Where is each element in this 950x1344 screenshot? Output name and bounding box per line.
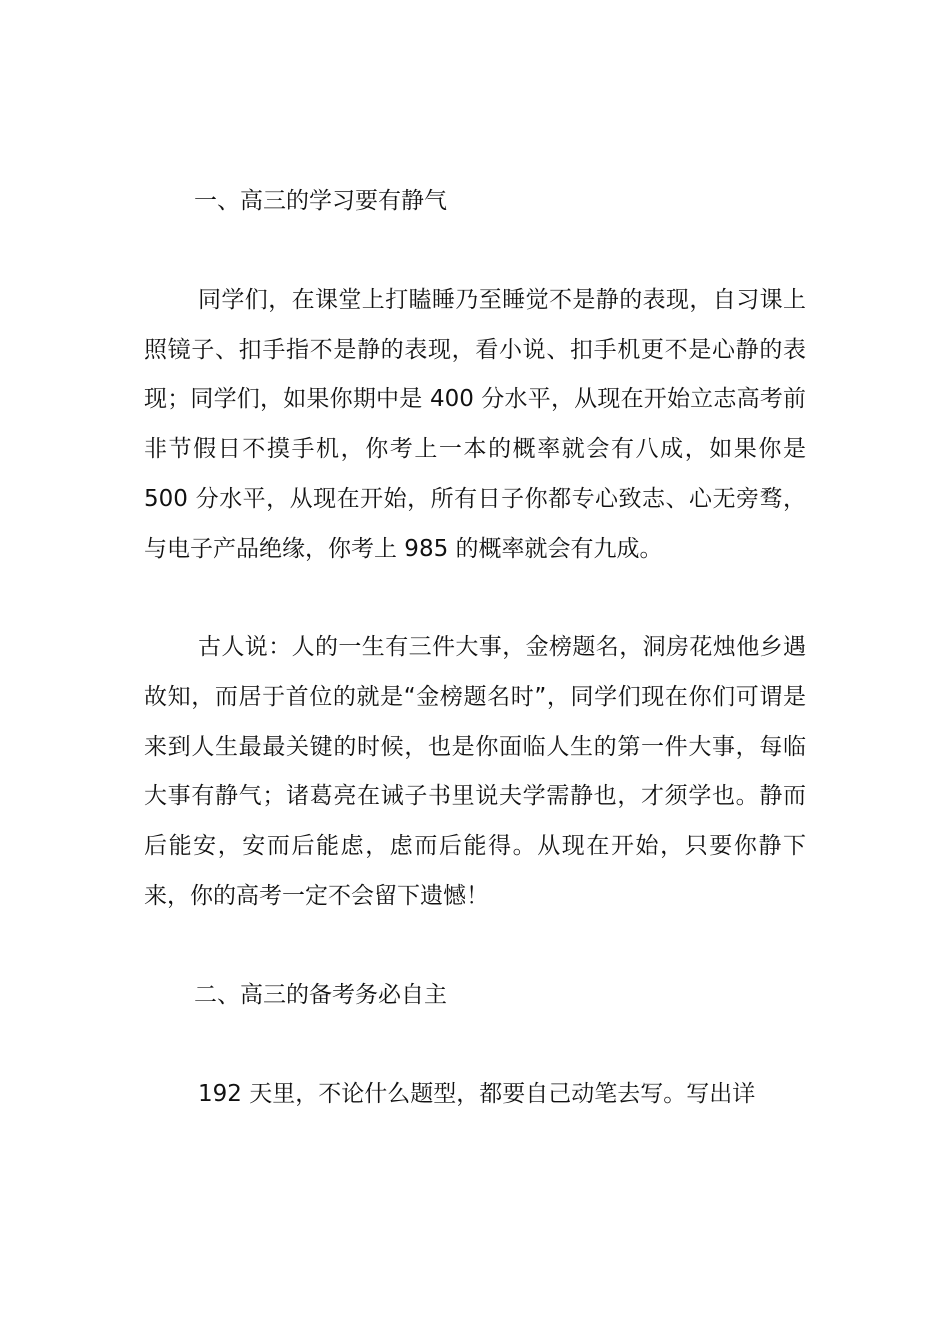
paragraph-1: 同学们，在课堂上打瞌睡乃至睡觉不是静的表现，自习课上照镜子、扣手指不是静的表现，看小说、扣手机更不是心静的表现；同学们，如果你期中是 400 分水平，从现在开始立志高考前非节假日不摸手机，你考上一本的概率就会有八成，如果你是 500 分水平，从现在开始，所有日子你都专心致志、心无旁骛，与电子产品绝缘，你考上 985 的概率就会有九成。 <box>144 287 806 562</box>
spacer <box>144 1020 806 1070</box>
section-heading-2: 二、高三的备考务必自主 <box>194 982 447 1009</box>
paragraph-2: 古人说：人的一生有三件大事，金榜题名，洞房花烛他乡遇故知，而居于首位的就是“金榜题名时”，同学们现在你们可谓是来到人生最最关键的时候，也是你面临人生的第一件大事，每临大事有静气；诸葛亮在诫子书里说夫学需静也，才须学也。静而后能安，安而后能虑，虑而后能得。从现在开始，只要你静下来，你的高考一定不会留下遗憾！ <box>144 634 806 909</box>
paragraph-3: 192 天里，不论什么题型，都要自己动笔去写。写出详 <box>198 1081 756 1108</box>
document-body <box>144 176 806 1120</box>
spacer <box>144 921 806 970</box>
section-heading-1: 一、高三的学习要有静气 <box>194 188 447 214</box>
spacer <box>144 226 806 276</box>
spacer <box>144 574 806 623</box>
